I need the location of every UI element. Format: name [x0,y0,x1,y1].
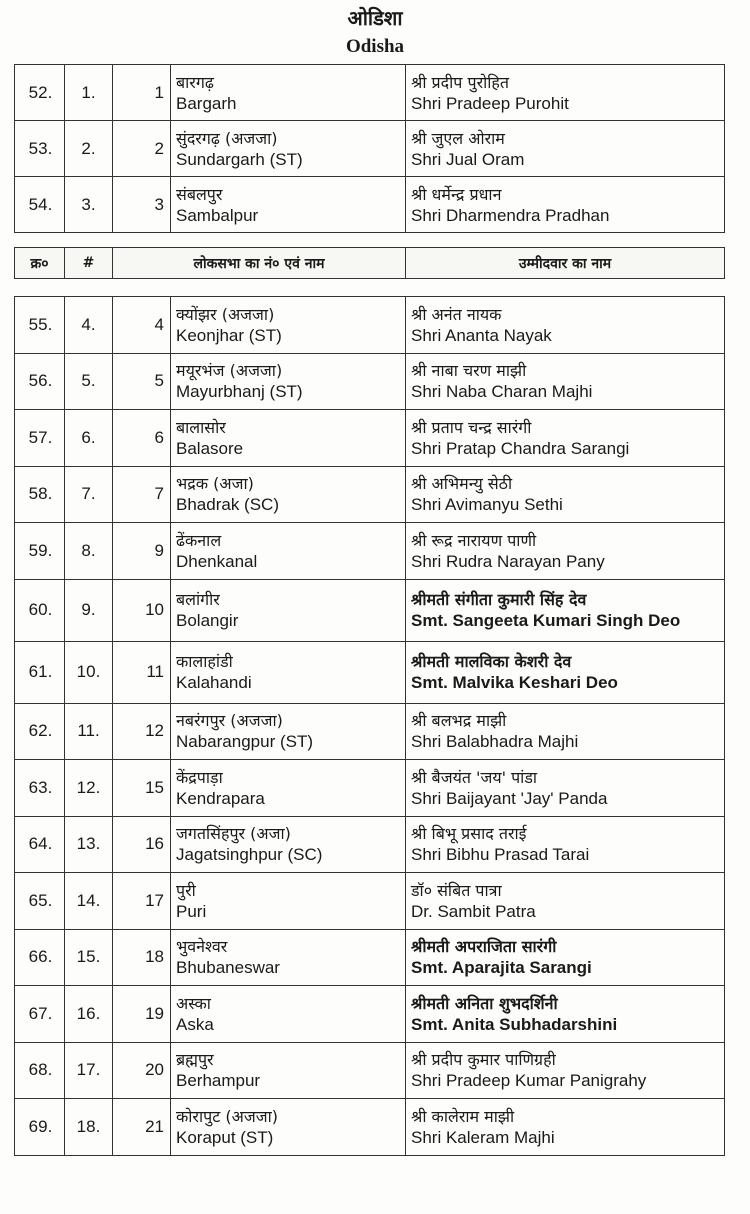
serial-number: 69. [15,1099,65,1156]
state-number: 1. [65,65,113,121]
constituency-cell [171,466,406,523]
constituency-name-english: Bargarh [176,93,237,113]
candidate-name-english: Dr. Sambit Patra [411,901,536,921]
constituency-name-hindi: जगतसिंहपुर (अजा) [176,824,291,844]
candidate-name-english: Shri Jual Oram [411,149,525,169]
candidate-name-hindi: श्री अभिमन्यु सेठी [411,474,513,494]
candidate-name-hindi: डॉ० संबित पात्रा [411,880,502,900]
candidate-name-english: Shri Pratap Chandra Sarangi [411,438,630,458]
candidate-name-hindi: श्रीमती अपराजिता सारंगी [411,937,557,957]
constituency-name-english: Keonjhar (ST) [176,325,282,345]
candidate-name-english: Shri Balabhadra Majhi [411,732,579,752]
constituency-name-english: Jagatsinghpur (SC) [176,845,323,865]
table-row [15,523,725,580]
constituency-name-hindi: बालासोर [176,417,226,437]
candidate-cell [406,410,725,467]
constituency-number: 15 [113,760,171,817]
candidate-table-main [14,296,725,1156]
candidate-name-english: Smt. Malvika Keshari Deo [411,673,618,692]
candidate-cell [406,1099,725,1156]
header-number: # [65,248,113,279]
constituency-name-hindi: भद्रक (अजा) [176,474,254,494]
header-serial: क्र० [15,248,65,279]
serial-number: 55. [15,297,65,354]
state-number: 8. [65,523,113,580]
table-row [15,579,725,641]
state-number: 4. [65,297,113,354]
table-row [15,703,725,760]
constituency-name-english: Sambalpur [176,205,259,225]
state-number: 7. [65,466,113,523]
candidate-name-hindi: श्री प्रदीप पुरोहित [411,72,510,92]
constituency-number: 1 [113,65,171,121]
table-row [15,410,725,467]
constituency-cell [171,1099,406,1156]
candidate-name-hindi: श्री जुएल ओराम [411,128,505,148]
candidate-cell [406,929,725,986]
constituency-name-english: Berhampur [176,1071,261,1091]
serial-number: 62. [15,703,65,760]
state-number: 18. [65,1099,113,1156]
constituency-name-hindi: पुरी [176,880,196,900]
candidate-name-english: Shri Dharmendra Pradhan [411,205,610,225]
constituency-number: 21 [113,1099,171,1156]
constituency-cell [171,641,406,703]
serial-number: 61. [15,641,65,703]
constituency-cell [171,873,406,930]
header-row [15,248,725,279]
constituency-name-english: Mayurbhanj (ST) [176,382,303,402]
candidate-cell [406,177,725,233]
state-number: 16. [65,986,113,1043]
constituency-name-english: Nabarangpur (ST) [176,732,314,752]
serial-number: 58. [15,466,65,523]
candidate-cell [406,760,725,817]
candidate-name-hindi: श्री नाबा चरण माझी [411,361,527,381]
constituency-name-hindi: ढेंकनाल [176,530,222,550]
constituency-name-hindi: अस्का [176,993,211,1013]
constituency-cell [171,816,406,873]
candidate-name-english: Shri Pradeep Kumar Panigrahy [411,1071,647,1091]
state-number: 3. [65,177,113,233]
serial-number: 65. [15,873,65,930]
serial-number: 63. [15,760,65,817]
constituency-cell [171,410,406,467]
serial-number: 53. [15,121,65,177]
constituency-number: 6 [113,410,171,467]
candidate-name-english: Shri Baijayant 'Jay' Panda [411,788,608,808]
table-row [15,297,725,354]
candidate-cell [406,986,725,1043]
candidate-name-hindi: श्रीमती संगीता कुमारी सिंह देव [411,590,587,609]
constituency-number: 18 [113,929,171,986]
candidate-name-english: Shri Kaleram Majhi [411,1127,555,1147]
constituency-name-hindi: भुवनेश्वर [176,937,228,957]
state-number: 9. [65,579,113,641]
candidate-name-hindi: श्री बैजयंत 'जय' पांडा [411,767,538,787]
constituency-name-hindi: बलांगीर [176,590,220,609]
constituency-cell [171,65,406,121]
table-row [15,1099,725,1156]
constituency-number: 20 [113,1042,171,1099]
candidate-cell [406,523,725,580]
candidate-name-hindi: श्री बिभू प्रसाद तराई [411,824,527,844]
table-row [15,466,725,523]
constituency-cell [171,760,406,817]
serial-number: 54. [15,177,65,233]
constituency-cell [171,353,406,410]
candidate-cell [406,121,725,177]
candidate-name-hindi: श्री अनंत नायक [411,304,502,324]
candidate-name-english: Smt. Anita Subhadarshini [411,1014,618,1034]
state-number: 14. [65,873,113,930]
constituency-name-english: Dhenkanal [176,551,258,571]
serial-number: 56. [15,353,65,410]
constituency-cell [171,297,406,354]
constituency-name-english: Bolangir [176,611,239,630]
candidate-name-hindi: श्री रूद्र नारायण पाणी [411,530,537,550]
candidate-name-english: Shri Rudra Narayan Pany [411,551,605,571]
constituency-cell [171,703,406,760]
constituency-number: 5 [113,353,171,410]
state-number: 2. [65,121,113,177]
state-number: 6. [65,410,113,467]
state-number: 5. [65,353,113,410]
candidate-name-hindi: श्री प्रदीप कुमार पाणिग्रही [411,1050,556,1070]
serial-number: 64. [15,816,65,873]
constituency-name-english: Aska [176,1014,214,1034]
candidate-name-english: Shri Avimanyu Sethi [411,495,563,515]
serial-number: 67. [15,986,65,1043]
constituency-number: 7 [113,466,171,523]
candidate-name-hindi: श्री बलभद्र माझी [411,711,507,731]
candidate-name-english: Shri Pradeep Purohit [411,93,569,113]
constituency-cell [171,177,406,233]
table-row [15,816,725,873]
constituency-name-hindi: नबरंगपुर (अजजा) [176,711,283,731]
page-title-english: Odisha [345,36,405,57]
candidate-name-hindi: श्रीमती मालविका केशरी देव [411,652,572,671]
constituency-number: 10 [113,579,171,641]
constituency-name-english: Sundargarh (ST) [176,149,303,169]
table-row [15,1042,725,1099]
constituency-number: 4 [113,297,171,354]
candidate-name-english: Smt. Aparajita Sarangi [411,958,592,978]
candidate-cell [406,65,725,121]
constituency-name-hindi: केंद्रपाड़ा [176,767,223,787]
candidate-cell [406,466,725,523]
candidate-name-hindi: श्री धर्मेन्द्र प्रधान [411,184,502,204]
constituency-name-english: Kalahandi [176,673,252,692]
constituency-number: 12 [113,703,171,760]
constituency-cell [171,1042,406,1099]
constituency-cell [171,579,406,641]
serial-number: 52. [15,65,65,121]
candidate-name-hindi: श्री कालेराम माझी [411,1106,515,1126]
constituency-number: 2 [113,121,171,177]
header-candidate: उम्मीदवार का नाम [406,248,725,279]
constituency-name-hindi: ब्रह्मपुर [176,1050,214,1070]
constituency-cell [171,121,406,177]
state-number: 11. [65,703,113,760]
candidate-table-top [14,64,725,233]
table-row [15,353,725,410]
column-header-table [14,247,725,279]
constituency-name-english: Bhubaneswar [176,958,280,978]
constituency-number: 3 [113,177,171,233]
table-row [15,929,725,986]
constituency-name-hindi: संबलपुर [176,184,223,204]
constituency-number: 11 [113,641,171,703]
candidate-name-english: Shri Bibhu Prasad Tarai [411,845,590,865]
constituency-cell [171,929,406,986]
state-number: 17. [65,1042,113,1099]
constituency-cell [171,986,406,1043]
header-constituency: लोकसभा का नं० एवं नाम [113,248,406,279]
candidate-cell [406,816,725,873]
candidate-cell [406,353,725,410]
serial-number: 68. [15,1042,65,1099]
constituency-name-hindi: सुंदरगढ़ (अजजा) [176,128,278,148]
candidate-cell [406,579,725,641]
table-row [15,873,725,930]
constituency-number: 9 [113,523,171,580]
state-number: 13. [65,816,113,873]
candidate-name-hindi: श्रीमती अनिता शुभदर्शिनी [411,993,558,1013]
table-row [15,986,725,1043]
table-row [15,177,725,233]
constituency-name-hindi: मयूरभंज (अजजा) [176,361,283,381]
candidate-name-english: Shri Naba Charan Majhi [411,382,593,402]
serial-number: 57. [15,410,65,467]
constituency-number: 16 [113,816,171,873]
constituency-name-english: Puri [176,901,207,921]
constituency-name-english: Kendrapara [176,788,265,808]
table-row [15,641,725,703]
constituency-name-english: Bhadrak (SC) [176,495,279,515]
candidate-cell [406,1042,725,1099]
table-row [15,121,725,177]
constituency-name-hindi: क्योंझर (अजजा) [176,304,275,324]
serial-number: 66. [15,929,65,986]
candidate-cell [406,641,725,703]
constituency-name-english: Koraput (ST) [176,1127,274,1147]
constituency-cell [171,523,406,580]
constituency-name-hindi: कालाहांडी [176,652,233,671]
candidate-name-english: Shri Ananta Nayak [411,325,552,345]
serial-number: 60. [15,579,65,641]
constituency-name-english: Balasore [176,438,244,458]
candidate-cell [406,703,725,760]
constituency-name-hindi: बारगढ़ [176,72,214,92]
table-row [15,65,725,121]
candidate-cell [406,873,725,930]
state-number: 10. [65,641,113,703]
state-number: 15. [65,929,113,986]
state-number: 12. [65,760,113,817]
constituency-number: 17 [113,873,171,930]
constituency-number: 19 [113,986,171,1043]
table-row [15,760,725,817]
candidate-cell [406,297,725,354]
page-title-hindi: ओडिशा [347,6,403,30]
candidate-name-hindi: श्री प्रताप चन्द्र सारंगी [411,417,532,437]
constituency-name-hindi: कोरापुट (अजजा) [176,1106,278,1126]
candidate-name-english: Smt. Sangeeta Kumari Singh Deo [411,611,681,630]
serial-number: 59. [15,523,65,580]
